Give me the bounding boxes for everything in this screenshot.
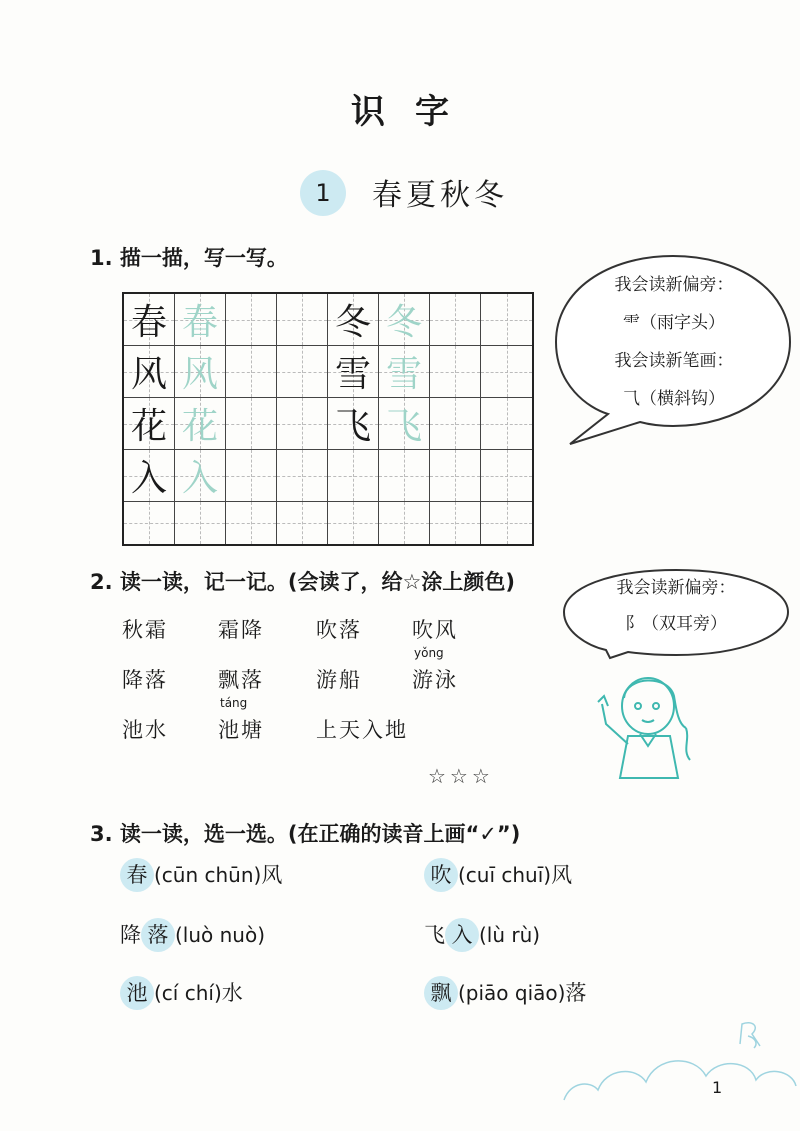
grid-cell[interactable] — [430, 450, 481, 502]
word-pinyin: táng — [220, 696, 248, 710]
bubble-1-line: 我会读新笔画： — [614, 351, 734, 371]
model-character: 入 — [130, 458, 167, 499]
grid-cell[interactable] — [277, 294, 328, 346]
bubble-2-text — [558, 570, 794, 642]
word-item: 秋霜 — [122, 618, 168, 642]
highlighted-char: 入 — [445, 918, 479, 952]
model-character: 春 — [130, 302, 167, 343]
model-character: 雪 — [334, 354, 371, 395]
model-character: 风 — [130, 354, 167, 395]
grid-cell[interactable] — [226, 502, 277, 544]
grid-cell[interactable] — [277, 398, 328, 450]
grid-cell[interactable] — [430, 294, 481, 346]
highlighted-char: 吹 — [424, 858, 458, 892]
grid-cell[interactable] — [481, 450, 532, 502]
bubble-2-line: 阝（双耳旁） — [625, 614, 727, 634]
item-suffix: 风 — [551, 863, 573, 887]
pinyin-choice-item — [424, 858, 572, 892]
grid-cell[interactable] — [379, 294, 430, 346]
word-item: 游船 — [316, 668, 362, 692]
grid-cell[interactable] — [124, 346, 175, 398]
pinyin-options[interactable]: (cí chí) — [154, 981, 222, 1005]
lesson-title: 春夏秋冬 — [372, 178, 508, 213]
item-prefix: 飞 — [424, 923, 445, 947]
word-item: 降落 — [122, 668, 168, 692]
grid-cell[interactable] — [430, 346, 481, 398]
grid-cell[interactable] — [175, 346, 226, 398]
grid-cell[interactable] — [175, 450, 226, 502]
pinyin-options[interactable]: (lù rù) — [479, 923, 541, 947]
grid-cell[interactable] — [481, 294, 532, 346]
pinyin-options[interactable]: (luò nuò) — [175, 923, 266, 947]
grid-cell[interactable] — [124, 398, 175, 450]
grid-cell[interactable] — [175, 502, 226, 544]
cloud-decoration — [560, 1010, 800, 1131]
question-1-heading: 1. 描一描，写一写。 — [90, 246, 288, 270]
grid-cell[interactable] — [124, 502, 175, 544]
pinyin-options[interactable]: (cuī chuī) — [458, 863, 552, 887]
pinyin-choice-item — [424, 976, 586, 1010]
grid-cell[interactable] — [124, 294, 175, 346]
pinyin-options[interactable]: (cūn chūn) — [154, 863, 262, 887]
bubble-2-line: 我会读新偏旁： — [616, 578, 736, 598]
pinyin-options[interactable]: (piāo qiāo) — [458, 981, 566, 1005]
highlighted-char: 春 — [120, 858, 154, 892]
pinyin-choice-item — [120, 918, 265, 952]
word-item: 上天入地 — [316, 718, 408, 742]
trace-character: 花 — [181, 406, 218, 447]
word-item: 吹落 — [316, 618, 362, 642]
word-item: 池水 — [122, 718, 168, 742]
model-character: 飞 — [334, 406, 371, 447]
trace-character: 风 — [181, 354, 218, 395]
grid-cell[interactable] — [328, 502, 379, 544]
item-prefix: 降 — [120, 923, 141, 947]
page-number: 1 — [712, 1078, 723, 1097]
grid-cell[interactable] — [226, 450, 277, 502]
grid-cell[interactable] — [277, 346, 328, 398]
grid-cell[interactable] — [277, 450, 328, 502]
bubble-1-text — [552, 266, 796, 418]
word-item: 游泳 — [412, 668, 458, 692]
item-suffix: 水 — [221, 981, 243, 1005]
grid-cell[interactable] — [481, 398, 532, 450]
grid-cell[interactable] — [430, 502, 481, 544]
highlighted-char: 飘 — [424, 976, 458, 1010]
star-rating[interactable]: ☆☆☆ — [428, 764, 494, 788]
grid-cell[interactable] — [379, 502, 430, 544]
grid-cell[interactable] — [328, 398, 379, 450]
highlighted-char: 落 — [141, 918, 175, 952]
lesson-number-badge: 1 — [300, 170, 346, 216]
grid-cell[interactable] — [226, 346, 277, 398]
question-3-heading: 3. 读一读，选一选。(在正确的读音上画“✓”) — [90, 822, 521, 846]
grid-cell[interactable] — [175, 294, 226, 346]
trace-character: 飞 — [385, 406, 422, 447]
word-item: 吹风 — [412, 618, 458, 642]
grid-cell[interactable] — [175, 398, 226, 450]
bubble-1-line: 我会读新偏旁： — [614, 275, 734, 295]
grid-cell[interactable] — [328, 450, 379, 502]
grid-cell[interactable] — [124, 450, 175, 502]
trace-character: 冬 — [385, 302, 422, 343]
grid-cell[interactable] — [328, 346, 379, 398]
trace-character: 雪 — [385, 354, 422, 395]
grid-cell[interactable] — [328, 294, 379, 346]
pinyin-choice-item — [120, 858, 282, 892]
grid-cell[interactable] — [430, 398, 481, 450]
grid-cell[interactable] — [226, 398, 277, 450]
trace-character: 入 — [181, 458, 218, 499]
grid-cell[interactable] — [226, 294, 277, 346]
word-list — [122, 608, 502, 748]
girl-illustration — [590, 668, 710, 786]
grid-cell[interactable] — [379, 346, 430, 398]
bubble-1-line: ⻗（雨字头） — [623, 313, 725, 333]
section-title: 识字 — [351, 92, 479, 132]
pinyin-choice-item — [424, 918, 540, 952]
highlighted-char: 池 — [120, 976, 154, 1010]
writing-grid — [122, 292, 534, 546]
word-pinyin: yǒng — [414, 646, 444, 660]
grid-cell[interactable] — [379, 450, 430, 502]
bubble-1-line: ⺄（横斜钩） — [623, 389, 725, 409]
grid-cell[interactable] — [277, 502, 328, 544]
pinyin-choice-item — [120, 976, 243, 1010]
model-character: 花 — [130, 406, 167, 447]
grid-cell[interactable] — [481, 502, 532, 544]
grid-cell[interactable] — [481, 346, 532, 398]
item-suffix: 风 — [261, 863, 283, 887]
word-item: 飘落 — [218, 668, 264, 692]
trace-character: 春 — [181, 302, 218, 343]
word-item: 池塘 — [218, 718, 264, 742]
question-2-heading: 2. 读一读，记一记。(会读了，给☆涂上颜色) — [90, 570, 515, 594]
word-item: 霜降 — [218, 618, 264, 642]
item-suffix: 落 — [565, 981, 587, 1005]
model-character: 冬 — [334, 302, 371, 343]
grid-cell[interactable] — [379, 398, 430, 450]
